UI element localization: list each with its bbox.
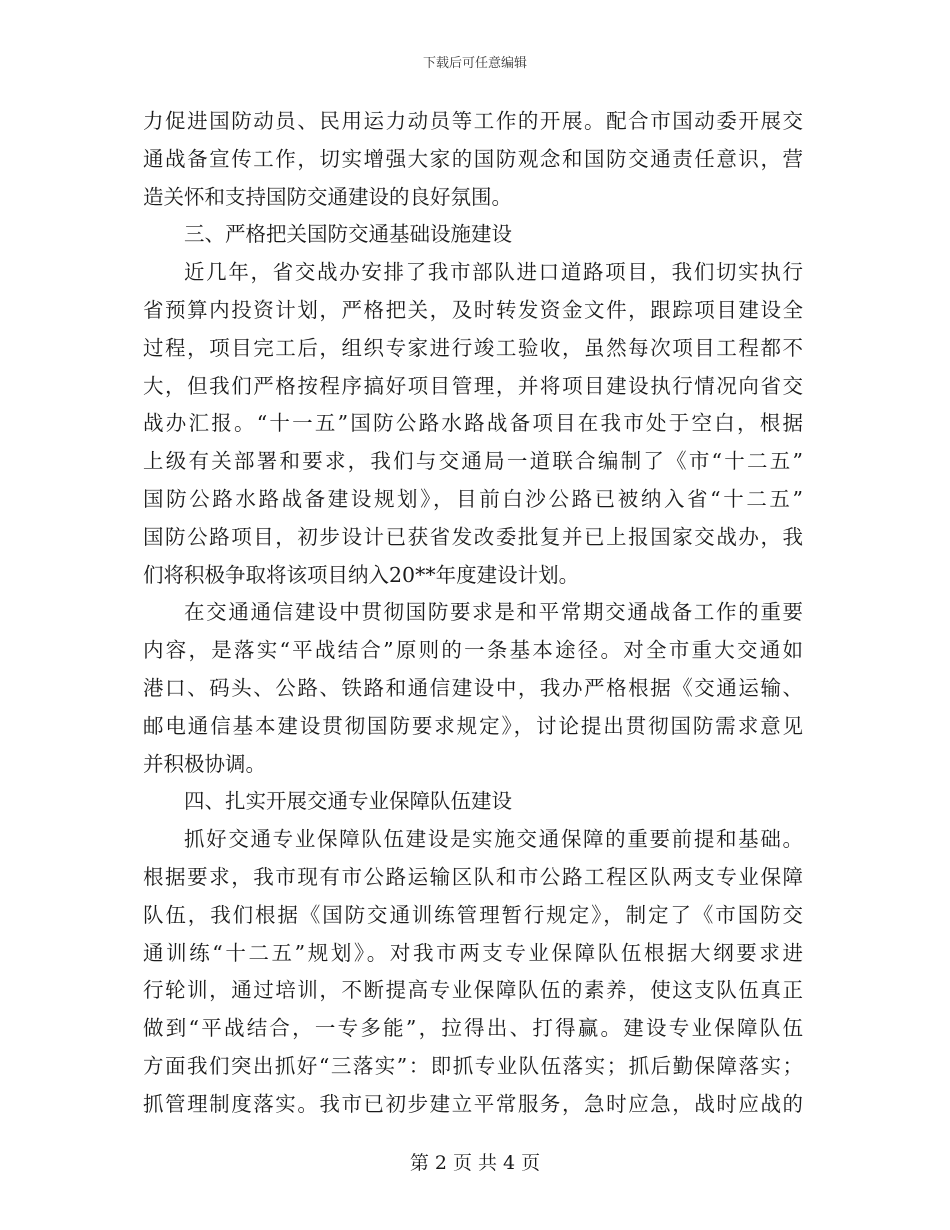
section-heading: 三、严格把关国防交通基础设施建设 (184, 222, 512, 247)
page-header: 下载后可任意编辑 (422, 56, 527, 71)
text-line: 在交通通信建设中贯彻国防要求是和平常期交通战备工作的重要 (184, 600, 803, 625)
text-line: 近几年，省交战办安排了我市部队进口道路项目，我们切实执行 (184, 260, 803, 285)
text-line: 大，但我们严格按程序搞好项目管理，并将项目建设执行情况向省交 (143, 373, 803, 398)
text-line: 国防公路水路战备建设规划》，目前白沙公路已被纳入省“十二五” (143, 486, 803, 511)
text-line: 抓管理制度落实。我市已初步建立平常服务，急时应急，战时应战的 (143, 1091, 803, 1116)
text-line: 内容，是落实“平战结合”原则的一条基本途径。对全市重大交通如 (143, 638, 803, 663)
text-line: 根据要求，我市现有市公路运输区队和市公路工程区队两支专业保障 (143, 864, 803, 889)
text-line: 上级有关部署和要求，我们与交通局一道联合编制了《市“十二五” (143, 449, 803, 474)
text-line: 抓好交通专业保障队伍建设是实施交通保障的重要前提和基础。 (184, 827, 803, 852)
section-heading: 四、扎实开展交通专业保障队伍建设 (184, 789, 512, 814)
page-number: 第 2 页 共 4 页 (409, 1152, 541, 1174)
text-line: 们将积极争取将该项目纳入20**年度建设计划。 (143, 562, 580, 587)
text-line: 战办汇报。“十一五”国防公路水路战备项目在我市处于空白，根据 (143, 411, 803, 436)
text-line: 港口、码头、公路、铁路和通信建设中，我办严格根据《交通运输、 (143, 675, 803, 700)
text-line: 通战备宣传工作，切实增强大家的国防观念和国防交通责任意识，营 (143, 146, 803, 171)
text-line: 做到“平战结合，一专多能”，拉得出、打得赢。建设专业保障队伍 (143, 1016, 803, 1041)
text-line: 行轮训，通过培训，不断提高专业保障队伍的素养，使这支队伍真正 (143, 978, 803, 1003)
text-line: 方面我们突出抓好“三落实”：即抓专业队伍落实；抓后勤保障落实； (143, 1053, 803, 1078)
document-body (143, 103, 803, 1124)
text-line: 省预算内投资计划，严格把关，及时转发资金文件，跟踪项目建设全 (143, 297, 803, 322)
text-line: 通训练“十二五”规划》。对我市两支专业保障队伍根据大纲要求进 (143, 940, 803, 965)
text-line: 国防公路项目，初步设计已获省发改委批复并已上报国家交战办，我 (143, 524, 803, 549)
text-line: 造关怀和支持国防交通建设的良好氛围。 (143, 184, 512, 209)
text-line: 邮电通信基本建设贯彻国防要求规定》，讨论提出贯彻国防需求意见 (143, 713, 803, 738)
text-line: 并积极协调。 (143, 751, 266, 776)
text-line: 过程，项目完工后，组织专家进行竣工验收，虽然每次项目工程都不 (143, 335, 803, 360)
text-line: 队伍，我们根据《国防交通训练管理暂行规定》，制定了《市国防交 (143, 902, 803, 927)
text-line: 力促进国防动员、民用运力动员等工作的开展。配合市国动委开展交 (143, 109, 803, 133)
